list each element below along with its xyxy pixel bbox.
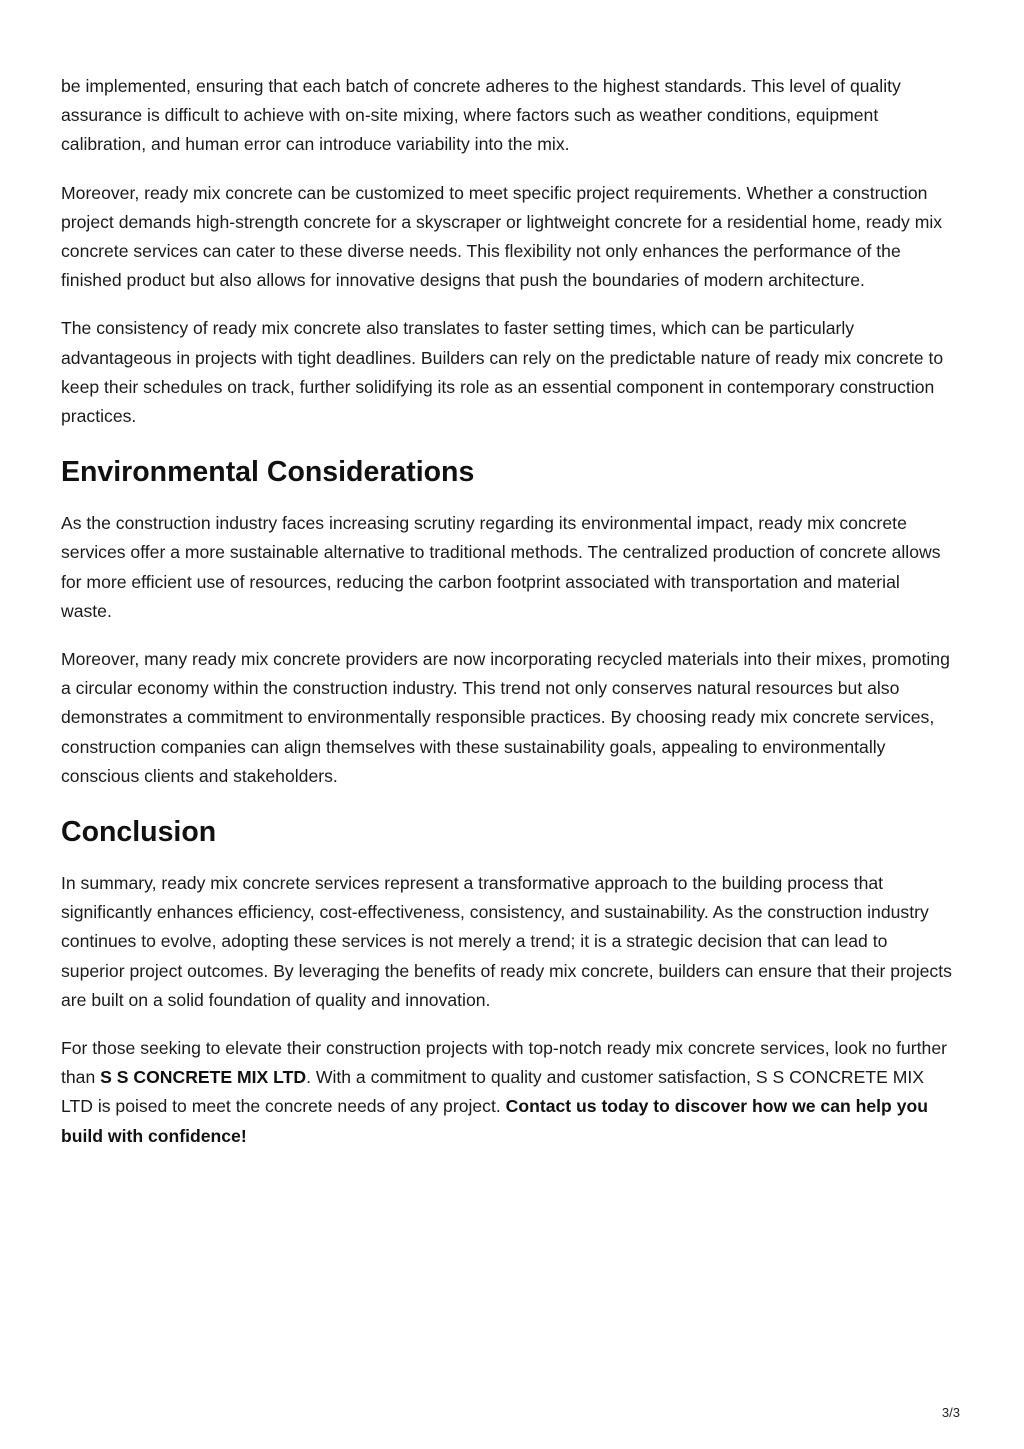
contact-cta: Contact us today to discover how we can help you build with confidence! bbox=[61, 1096, 928, 1146]
page-number: 3/3 bbox=[941, 1405, 960, 1420]
cta-text-part1: For those seeking to elevate their construction projects with top-notch ready mix concrete services, look no further than bbox=[61, 1038, 947, 1088]
paragraph-customization: Moreover, ready mix concrete can be customized to meet specific project requirements. Whether a construction project demands high-strength concrete for a skyscraper or lightweight concrete for a residential home, ready mix concrete services can cater to these diverse needs. This flexibility not only enhances the performance of the finished product but also allows for innovative designs that push the boundaries of modern architecture. bbox=[61, 182, 943, 291]
paragraph-consistency: The consistency of ready mix concrete also translates to faster setting times, which can be particularly advantageous in projects with tight deadlines. Builders can rely on the predictable nature of ready mix concrete to keep their schedules on track, further solidifying its role as an essential component in contemporary construction practices. bbox=[61, 318, 944, 427]
paragraph-sustainability: As the construction industry faces increasing scrutiny regarding its environmental impact, ready mix concrete services offer a more sustainable alternative to traditional methods. The centralized production of concrete allows for more efficient use of resources, reducing the carbon footprint associated with transportation and material waste. bbox=[61, 513, 941, 621]
heading-environmental-considerations: Environmental Considerations bbox=[61, 456, 475, 489]
paragraph-quality-assurance: be implemented, ensuring that each batch of concrete adheres to the highest standards. This level of quality assurance is difficult to achieve with on-site mixing, where factors such as weather conditions, equipment calibration, and human error can introduce variability into the mix. bbox=[61, 76, 901, 155]
cta-text-part2: . With a commitment to quality and customer satisfaction, S S CONCRETE MIX LTD is poised to meet the concrete needs of any project. bbox=[61, 1067, 924, 1117]
heading-conclusion: Conclusion bbox=[61, 816, 217, 849]
paragraph-recycled-materials: Moreover, many ready mix concrete providers are now incorporating recycled materials into their mixes, promoting a circular economy within the construction industry. This trend not only conserves natural resources but also demonstrates a commitment to environmentally responsible practices. By choosing ready mix concrete services, construction companies can align themselves with these sustainability goals, appealing to environmentally conscious clients and stakeholders. bbox=[61, 649, 950, 786]
paragraph-call-to-action bbox=[61, 1034, 955, 1151]
company-name: S S CONCRETE MIX LTD bbox=[100, 1067, 307, 1088]
document-page bbox=[61, 72, 955, 1170]
paragraph-summary: In summary, ready mix concrete services represent a transformative approach to the building process that significantly enhances efficiency, cost-effectiveness, consistency, and sustainability. As the construction industry continues to evolve, adopting these services is not merely a trend; it is a strategic decision that can lead to superior project outcomes. By leveraging the benefits of ready mix concrete, builders can ensure that their projects are built on a solid foundation of quality and innovation. bbox=[61, 873, 952, 1010]
